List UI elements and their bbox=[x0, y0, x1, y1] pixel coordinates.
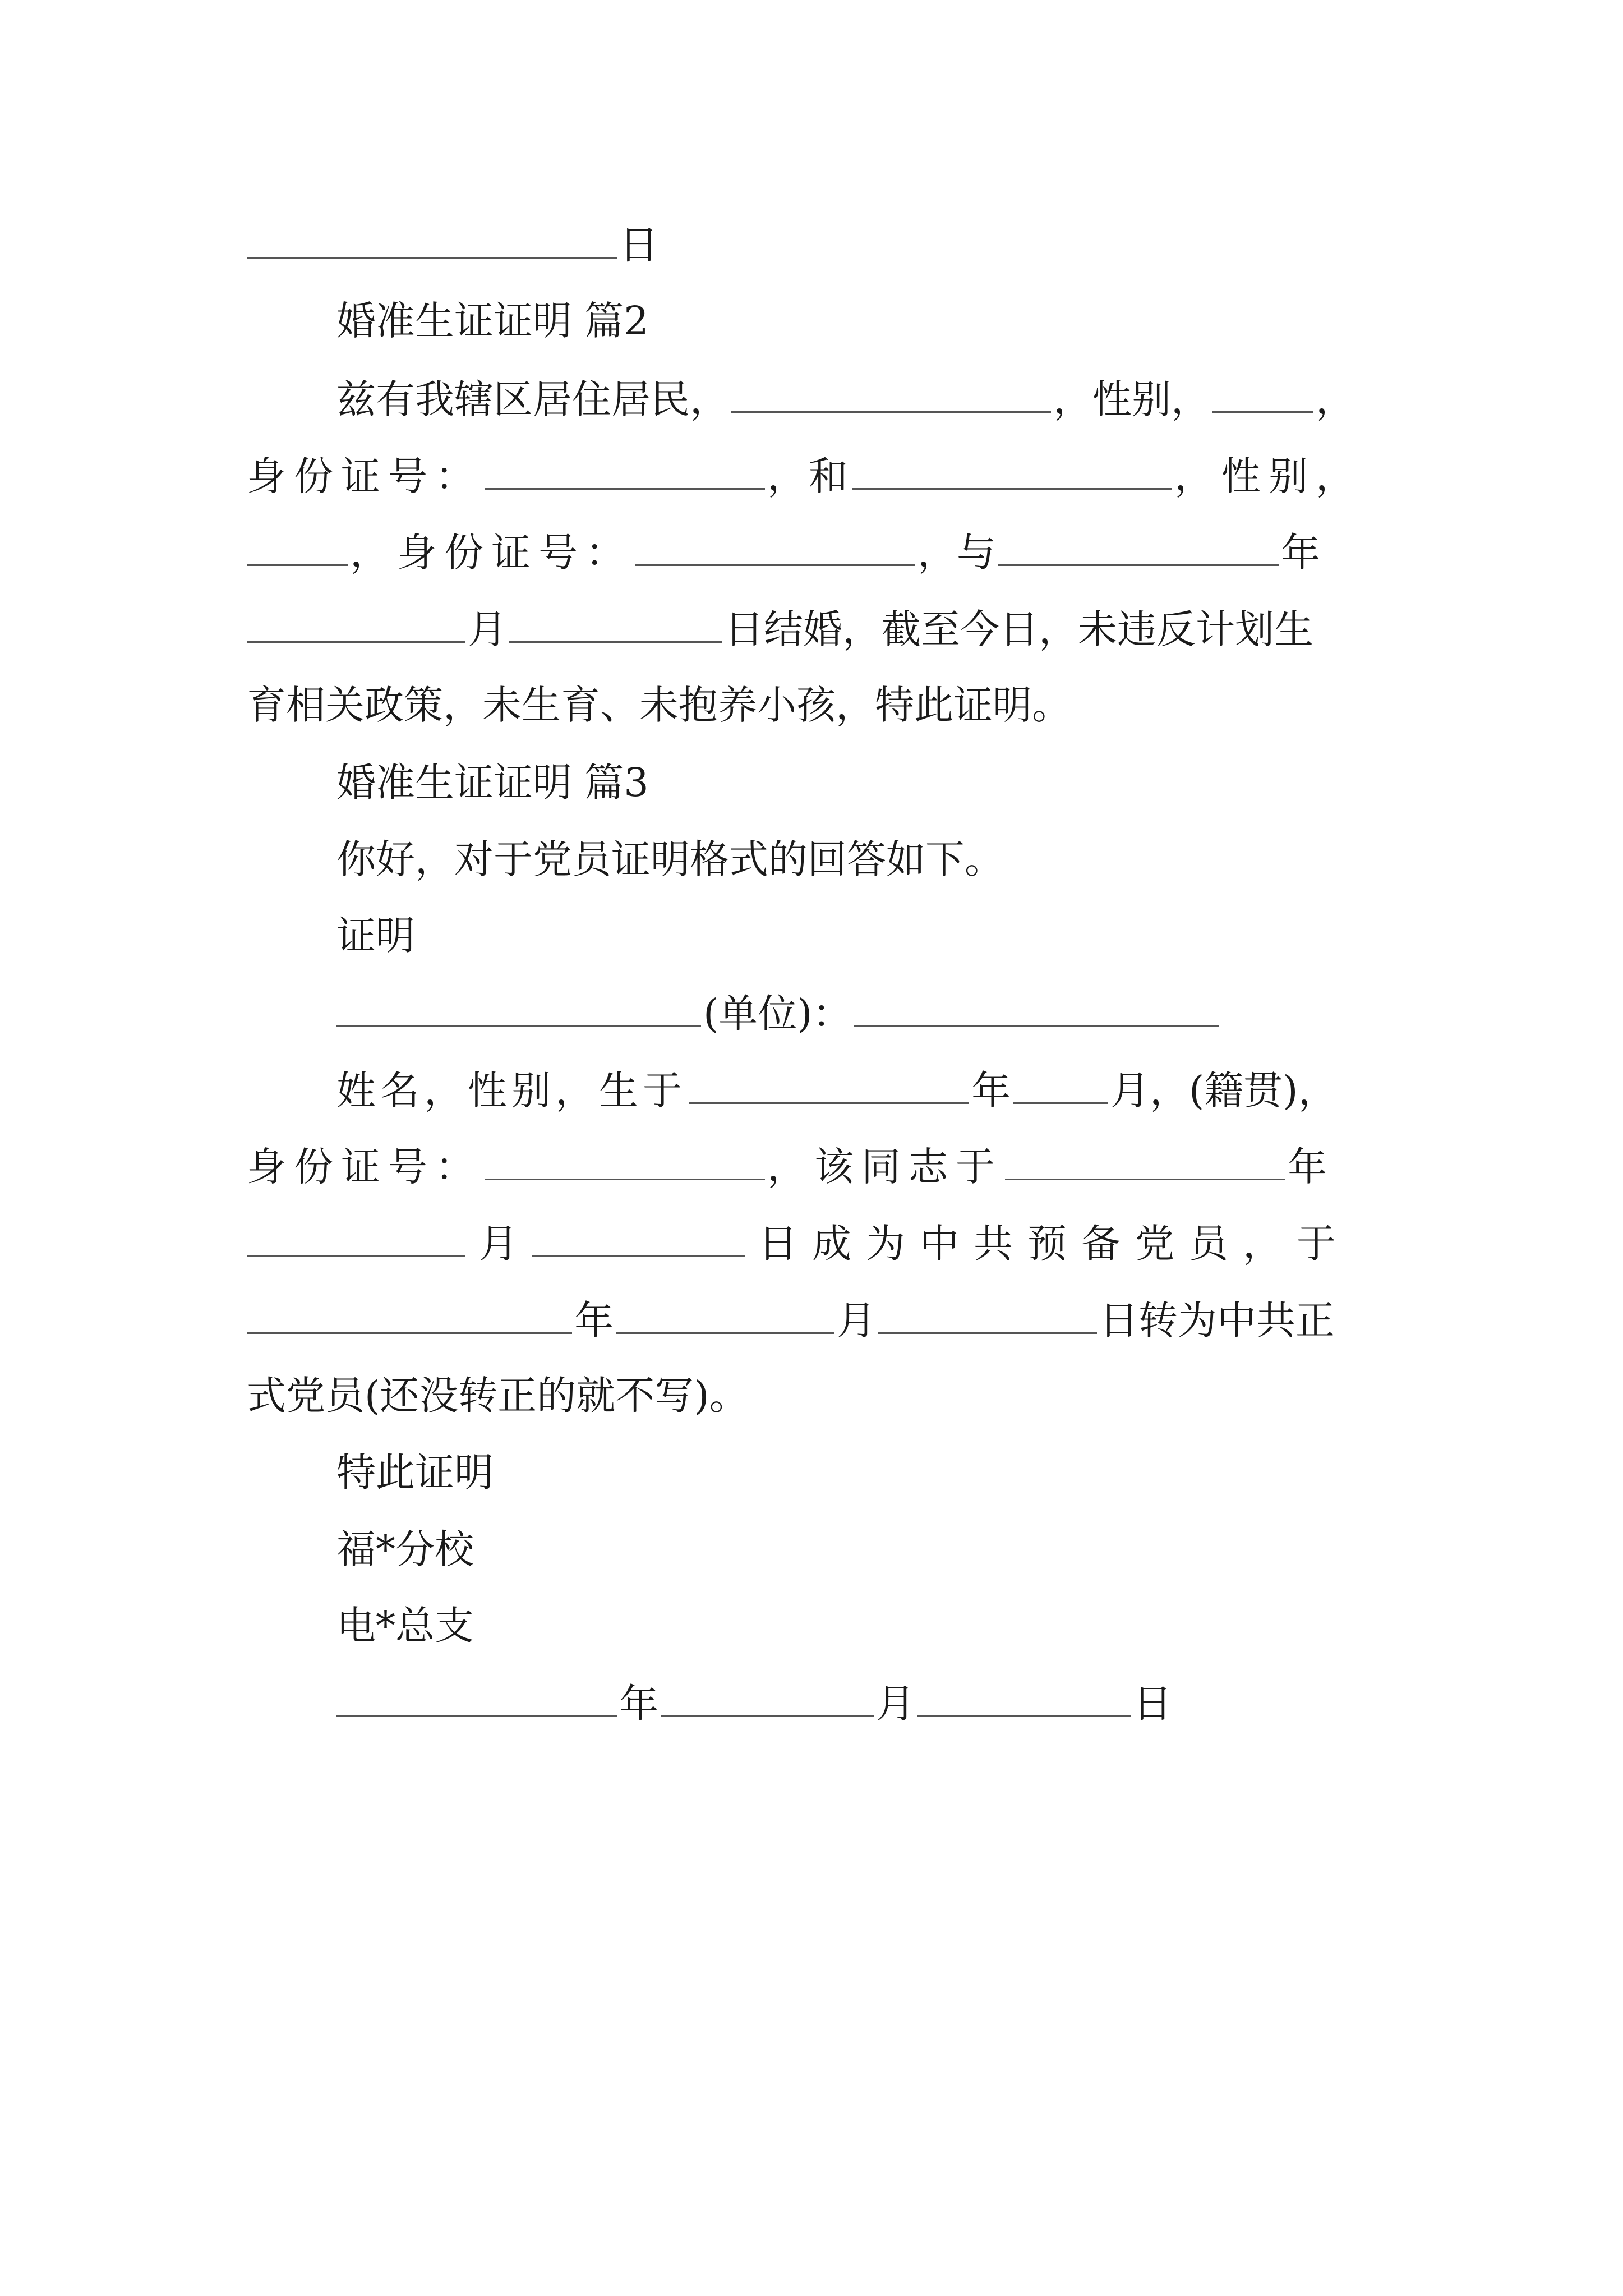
text-segment: ，与 bbox=[917, 530, 996, 576]
text-segment: 月 bbox=[479, 1221, 518, 1267]
certificate-title bbox=[336, 905, 1385, 967]
paragraph-line bbox=[336, 829, 1385, 890]
text-segment: 特此证明 bbox=[336, 1450, 494, 1496]
text-segment: 年 bbox=[619, 1681, 658, 1727]
blank-field-month bbox=[247, 597, 465, 643]
text-segment: 日结婚，截至今日，未违反计划生 bbox=[725, 606, 1313, 652]
blank-field-month bbox=[247, 1212, 465, 1257]
blank-field-day bbox=[532, 1212, 745, 1257]
section-heading-2 bbox=[336, 290, 1385, 352]
text-segment: 姓名，性别，生于 bbox=[336, 1068, 686, 1114]
text-day: 日 bbox=[619, 222, 658, 268]
text-segment: ，性别， bbox=[1174, 453, 1363, 499]
paragraph-line bbox=[247, 597, 1385, 659]
text-segment: 育相关政策，未生育、未抱养小孩，特此证明。 bbox=[247, 682, 1071, 728]
blank-field-day bbox=[509, 597, 722, 643]
text-segment: 日 bbox=[1133, 1681, 1172, 1727]
text-segment: 日成为中共预备党员，于 bbox=[758, 1221, 1350, 1267]
text-segment: 证明 bbox=[336, 913, 415, 959]
paragraph-line bbox=[336, 367, 1385, 429]
text-segment: 月 bbox=[876, 1681, 915, 1727]
blank-field-unit-name bbox=[854, 982, 1219, 1027]
blank-field-gender bbox=[1212, 367, 1313, 413]
date-line-day bbox=[247, 213, 1385, 275]
blank-field-month bbox=[616, 1289, 834, 1334]
text-segment: 月 bbox=[468, 606, 507, 652]
text-segment: 年 bbox=[1288, 1144, 1327, 1190]
text-segment: 你好，对于党员证明格式的回答如下。 bbox=[336, 836, 1004, 882]
text-segment: (单位)： bbox=[703, 991, 852, 1037]
issuer-line bbox=[336, 1595, 1385, 1657]
paragraph-line bbox=[247, 1212, 1385, 1273]
text-segment: ，和 bbox=[767, 453, 850, 499]
text-segment: 年 bbox=[574, 1297, 614, 1343]
paragraph-line bbox=[247, 1289, 1385, 1350]
paragraph-line bbox=[247, 1365, 1385, 1427]
blank-field bbox=[247, 213, 617, 259]
unit-line bbox=[336, 982, 1385, 1043]
text-segment: 电*总支 bbox=[336, 1603, 474, 1649]
text-segment: 月，(籍贯)， bbox=[1110, 1068, 1338, 1114]
text-segment: 年 bbox=[971, 1068, 1011, 1114]
blank-field-name bbox=[852, 444, 1172, 490]
text-segment: 身份证号： bbox=[247, 453, 482, 499]
text-segment: ，身份证号： bbox=[350, 530, 633, 576]
paragraph-line bbox=[336, 1059, 1385, 1120]
blank-field-year bbox=[247, 1289, 572, 1334]
blank-field-year bbox=[1005, 1135, 1285, 1180]
blank-field-gender bbox=[247, 521, 348, 566]
blank-field-year bbox=[336, 1672, 617, 1717]
text-segment: 身份证号： bbox=[247, 1144, 482, 1190]
blank-field-day bbox=[878, 1289, 1097, 1334]
text-segment: 年 bbox=[1281, 530, 1320, 576]
paragraph-line bbox=[247, 674, 1385, 736]
blank-field-id bbox=[485, 444, 765, 490]
paragraph-line bbox=[247, 1135, 1385, 1197]
blank-field-year bbox=[998, 521, 1279, 566]
text-segment: 日转为中共正 bbox=[1099, 1297, 1335, 1343]
text-segment: 式党员(还没转正的就不写)。 bbox=[247, 1373, 749, 1419]
blank-field-id bbox=[485, 1135, 765, 1180]
blank-field-name bbox=[731, 367, 1051, 413]
text-segment: 月 bbox=[837, 1297, 876, 1343]
blank-field-month bbox=[661, 1672, 874, 1717]
blank-field-month bbox=[1013, 1059, 1108, 1104]
paragraph-line bbox=[247, 444, 1385, 506]
heading-text: 婚准生证证明 篇3 bbox=[336, 760, 649, 806]
issuer-line bbox=[336, 1519, 1385, 1580]
closing-line bbox=[336, 1442, 1385, 1503]
text-segment: ，该同志于 bbox=[767, 1144, 1003, 1190]
blank-field-year bbox=[689, 1059, 969, 1104]
blank-field-unit bbox=[336, 982, 701, 1027]
blank-field-id bbox=[635, 521, 915, 566]
heading-text: 婚准生证证明 篇2 bbox=[336, 298, 649, 344]
signature-date-line bbox=[336, 1672, 1385, 1733]
section-heading-3 bbox=[336, 752, 1385, 813]
text-segment: 兹有我辖区居住居民， bbox=[336, 376, 729, 422]
text-segment: ， bbox=[1316, 376, 1355, 422]
text-segment: 福*分校 bbox=[336, 1526, 474, 1572]
paragraph-line bbox=[247, 521, 1385, 582]
blank-field-day bbox=[917, 1672, 1131, 1717]
text-segment: ，性别， bbox=[1053, 376, 1210, 422]
